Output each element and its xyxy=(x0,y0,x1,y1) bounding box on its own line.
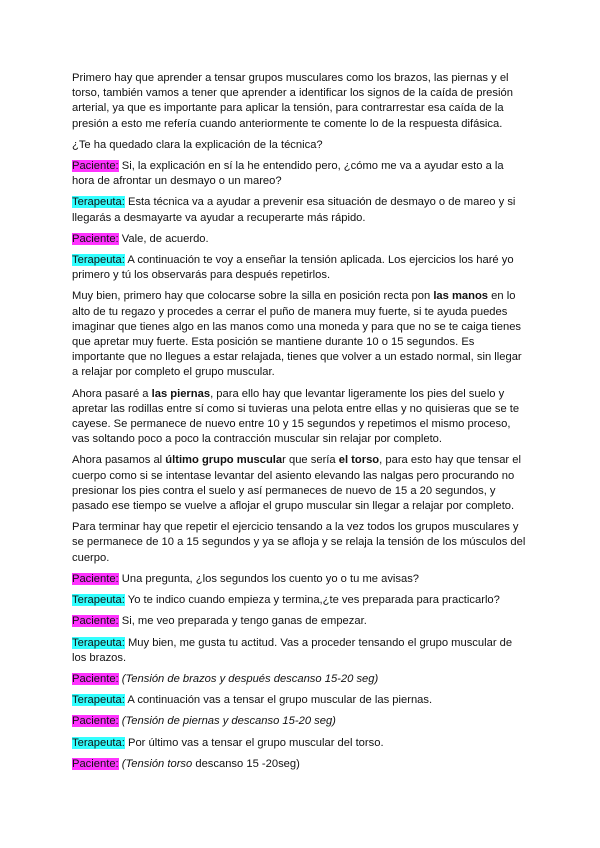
dialogue-line-paciente xyxy=(72,672,529,687)
speaker-tag-terapeuta: Terapeuta: xyxy=(72,694,125,707)
dialogue-line-paciente xyxy=(72,572,529,587)
speaker-tag-paciente: Paciente: xyxy=(72,615,119,628)
dialogue-line-terapeuta xyxy=(72,593,529,608)
dialogue-line-terapeuta xyxy=(72,693,529,708)
dialogue-line-paciente xyxy=(72,232,529,247)
text-run: en lo alto de tu regazo y procedes a cerrar el puño de manera muy fuerte, si te ayuda puedes imaginar que tienes algo en las manos como una moneda y para que no se te caiga tienes que apretar muy fuerte. Esta posición se mantiene durante 10 o 15 segundos. Es importante que no llegues a estar relajada, tienes que volver a un estado normal, sin llegar a relajar por completo el grupo muscular. xyxy=(72,290,522,379)
dialogue-line-terapeuta xyxy=(72,253,529,283)
speaker-tag-terapeuta: Terapeuta: xyxy=(72,196,125,209)
speaker-tag-paciente: Paciente: xyxy=(72,572,119,585)
speaker-tag-paciente: Paciente: xyxy=(72,672,119,685)
stage-direction: (Tensión de piernas y descanso 15-20 seg) xyxy=(118,715,336,728)
closing-instruction-paragraph: Para terminar hay que repetir el ejercicio tensando a la vez todos los grupos musculares y se permanece de 10 a 15 segundos y ya se afloja y se relaja la tensión de los músculos del cuerpo. xyxy=(72,521,526,564)
text-run: , para esto hay que tensar el cuerpo como si se intentase levantar del asiento elevando las nalgas pero procurando no presionar los pies contra el suelo y así permaneces de nuevo de 15 a 20 segundos, y pasado ese tiempo se vuelve a aflojar el grupo muscular sin llegar a relajar por completo. xyxy=(72,454,521,513)
dialogue-text: Muy bien, me gusta tu actitud. Vas a proceder tensando el grupo muscular de los brazos. xyxy=(72,636,513,664)
dialogue-text: Vale, de acuerdo. xyxy=(118,232,209,245)
dialogue-text: Esta técnica va a ayudar a prevenir esa situación de desmayo o de mareo y si llegarás a desmayarte va ayudar a recuperarte más rápido. xyxy=(72,196,516,224)
bold-text: último grupo muscula xyxy=(165,454,283,467)
text-run: r que sería xyxy=(282,454,339,467)
dialogue-line-paciente xyxy=(72,159,529,189)
dialogue-text: Yo te indico cuando empieza y termina,¿te ves preparada para practicarlo? xyxy=(124,594,500,607)
dialogue-line-terapeuta xyxy=(72,195,529,225)
dialogue-text: Si, me veo preparada y tengo ganas de empezar. xyxy=(118,615,367,628)
dialogue-line-terapeuta xyxy=(72,636,529,666)
bold-text: las piernas xyxy=(151,387,211,400)
speaker-tag-paciente: Paciente: xyxy=(72,232,119,245)
speaker-tag-terapeuta: Terapeuta: xyxy=(72,594,125,607)
speaker-tag-terapeuta: Terapeuta: xyxy=(72,254,125,267)
question-paragraph: ¿Te ha quedado clara la explicación de la técnica? xyxy=(72,138,323,151)
speaker-tag-paciente: Paciente: xyxy=(72,757,119,770)
text-run: Ahora pasamos al xyxy=(72,454,166,467)
legs-instruction-paragraph xyxy=(72,387,529,448)
speaker-tag-paciente: Paciente: xyxy=(72,715,119,728)
speaker-tag-terapeuta: Terapeuta: xyxy=(72,636,125,649)
intro-paragraph: Primero hay que aprender a tensar grupos musculares como los brazos, las piernas y el torso, también vamos a tener que aprender a identificar los signos de la caída de presión arterial, ya que es importante para aplicar la tensión, para contrarrestar esa caída de la presión a esto me refería cuando anteriormente te comente lo de la respuesta difásica. xyxy=(72,72,513,130)
dialogue-text: Por último vas a tensar el grupo muscular del torso. xyxy=(124,736,384,749)
speaker-tag-paciente: Paciente: xyxy=(72,160,119,173)
bold-text: las manos xyxy=(433,290,489,303)
speaker-tag-terapeuta: Terapeuta: xyxy=(72,736,125,749)
hands-instruction-paragraph xyxy=(72,289,529,380)
dialogue-text: Una pregunta, ¿los segundos los cuento yo o tu me avisas? xyxy=(118,572,420,585)
stage-direction: (Tensión torso xyxy=(118,757,193,770)
dialogue-text: Si, la explicación en sí la he entendido pero, ¿cómo me va a ayudar esto a la hora de afrontar un desmayo o un mareo? xyxy=(72,160,504,188)
dialogue-text: descanso 15 -20seg) xyxy=(192,757,300,770)
dialogue-line-paciente xyxy=(72,757,529,772)
bold-text: el torso xyxy=(338,454,380,467)
dialogue-text: A continuación te voy a enseñar la tensión aplicada. Los ejercicios los haré yo primero y tú los observarás para después repetirlos. xyxy=(72,254,514,282)
dialogue-line-paciente xyxy=(72,614,529,629)
dialogue-text: A continuación vas a tensar el grupo muscular de las piernas. xyxy=(124,694,433,707)
dialogue-line-terapeuta xyxy=(72,736,529,751)
stage-direction: (Tensión de brazos y después descanso 15-20 seg) xyxy=(118,672,379,685)
text-run: , para ello hay que levantar ligeramente los pies del suelo y apretar las rodillas entre sí como si tuvieras una pelota entre ellas y no quisieras que se te cayese. Se permanece de nuevo entre 10 y 15 segundos y repetimos el mismo proceso, vas soltando poco a poco la contracción muscular sin relajar por completo. xyxy=(72,387,520,446)
text-run: Muy bien, primero hay que colocarse sobre la silla en posición recta pon xyxy=(72,290,434,303)
torso-instruction-paragraph xyxy=(72,453,529,514)
dialogue-line-paciente xyxy=(72,714,529,729)
text-run: Ahora pasaré a xyxy=(72,387,152,400)
